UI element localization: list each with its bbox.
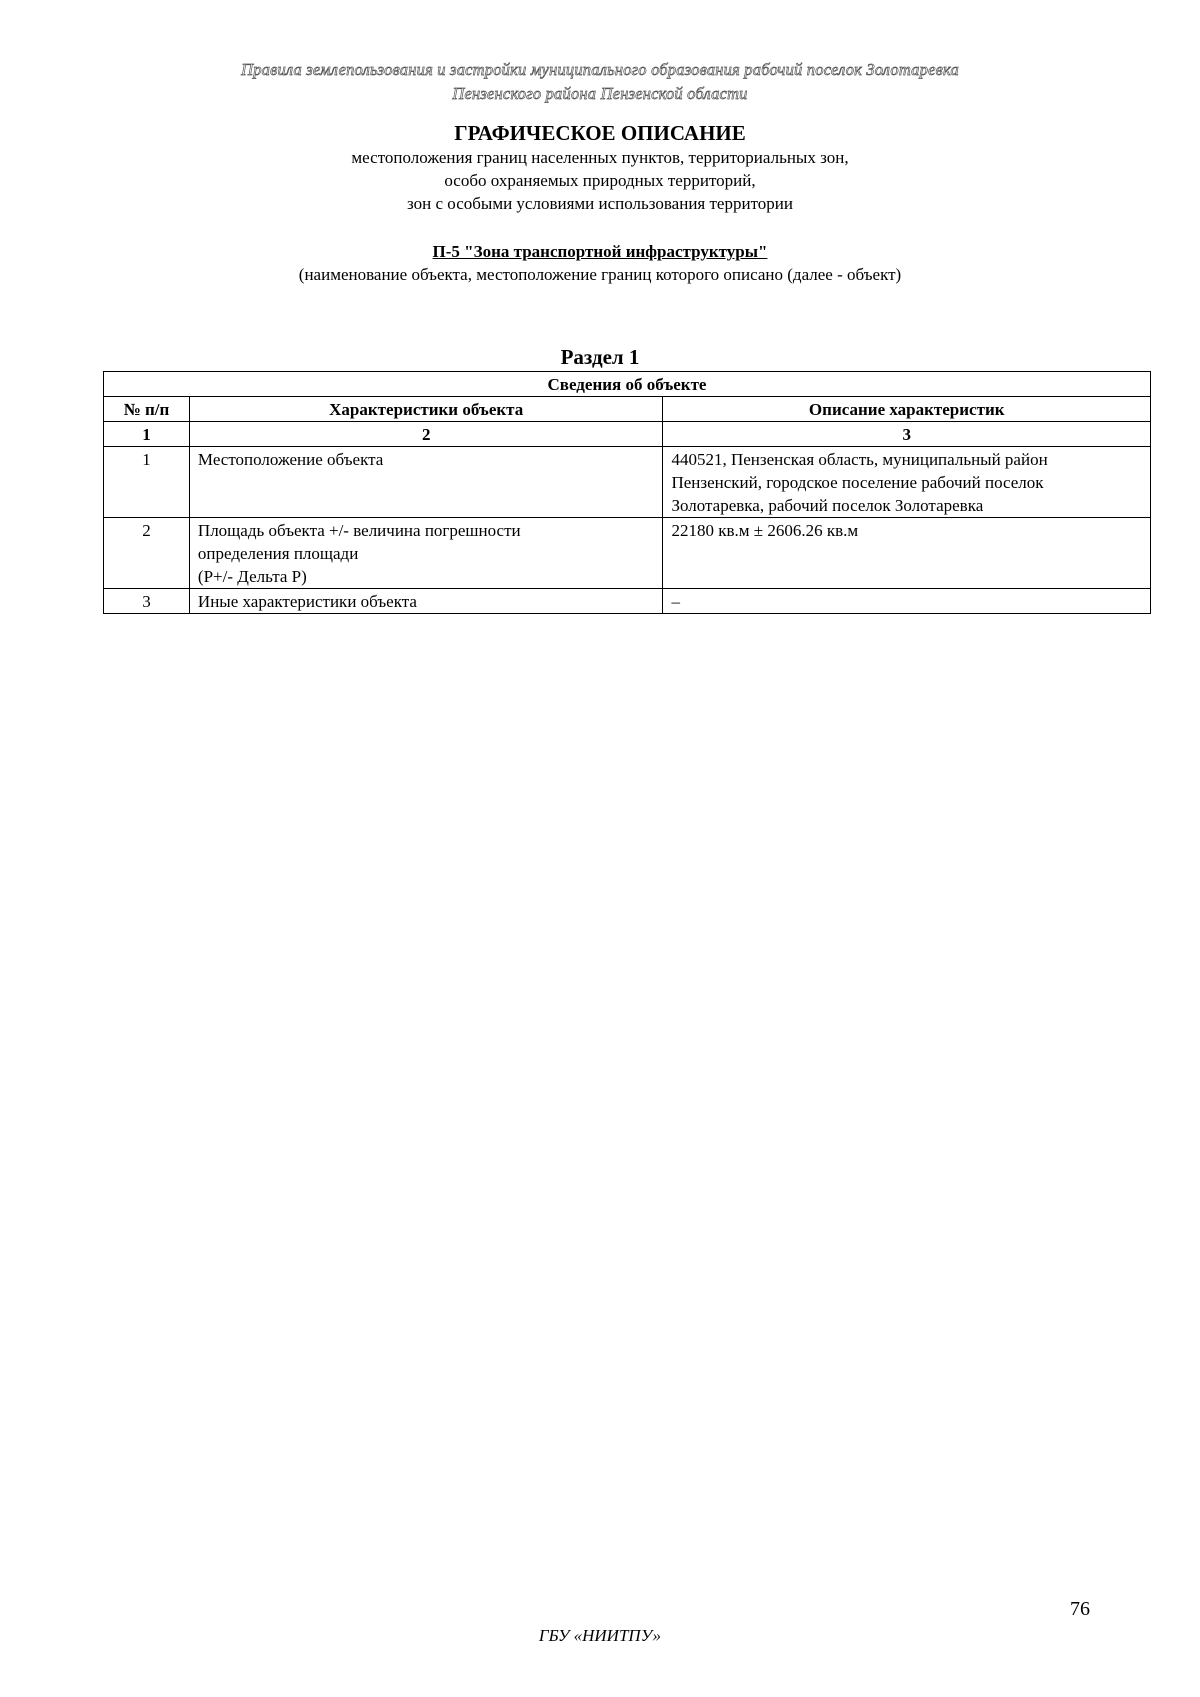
row-description bbox=[663, 589, 1151, 614]
running-header-line-1: Правила землепользования и застройки муниципального образования рабочий поселок Золотаревка bbox=[241, 60, 959, 79]
object-info-table bbox=[103, 371, 1151, 614]
footer-organization: ГБУ «НИИТПУ» bbox=[538, 1626, 662, 1645]
page-number: 76 bbox=[1070, 1598, 1090, 1620]
cell-line: Местоположение объекта bbox=[197, 450, 384, 469]
table-row bbox=[104, 447, 1151, 518]
table-row bbox=[104, 518, 1151, 589]
row-number: 1 bbox=[104, 447, 190, 518]
row-characteristic bbox=[189, 589, 663, 614]
row-characteristic bbox=[189, 447, 663, 518]
document-title: ГРАФИЧЕСКОЕ ОПИСАНИЕ bbox=[454, 121, 746, 145]
row-description bbox=[663, 447, 1151, 518]
cell-line: Золотаревка, рабочий поселок Золотаревка bbox=[671, 496, 984, 515]
object-name bbox=[0, 241, 1200, 263]
cell-line: – bbox=[671, 592, 680, 611]
section-title: Раздел 1 bbox=[560, 345, 640, 369]
table-caption: Сведения об объекте bbox=[104, 372, 1151, 397]
header-description: Описание характеристик bbox=[663, 397, 1151, 422]
subtitle-line-2: особо охраняемых природных территорий, bbox=[444, 171, 756, 190]
cell-line: Иные характеристики объекта bbox=[197, 592, 417, 611]
cell-line: 22180 кв.м ± 2606.26 кв.м bbox=[671, 521, 859, 540]
row-characteristic bbox=[189, 518, 663, 589]
header-characteristic: Характеристики объекта bbox=[189, 397, 663, 422]
object-name-text: П-5 "Зона транспортной инфраструктуры" bbox=[432, 242, 768, 261]
cell-line: Площадь объекта +/- величина погрешности bbox=[197, 521, 521, 540]
table-row bbox=[104, 589, 1151, 614]
row-number: 3 bbox=[104, 589, 190, 614]
column-number-1: 1 bbox=[104, 422, 190, 447]
column-number-row bbox=[104, 422, 1151, 447]
running-header bbox=[0, 58, 1200, 106]
cell-line: Пензенский, городское поселение рабочий поселок bbox=[671, 473, 1044, 492]
header-number: № п/п bbox=[104, 397, 190, 422]
title-block bbox=[0, 120, 1200, 215]
object-caption: (наименование объекта, местоположение границ которого описано (далее - объект) bbox=[298, 265, 902, 284]
cell-line: (Р+/- Дельта Р) bbox=[197, 567, 307, 586]
subtitle-line-1: местоположения границ населенных пунктов, территориальных зон, bbox=[351, 148, 849, 167]
row-number: 2 bbox=[104, 518, 190, 589]
subtitle-line-3: зон с особыми условиями использования территории bbox=[407, 194, 793, 213]
table-caption-row bbox=[104, 372, 1151, 397]
column-number-2: 2 bbox=[189, 422, 663, 447]
row-description bbox=[663, 518, 1151, 589]
running-header-line-2: Пензенского района Пензенской области bbox=[452, 84, 748, 103]
column-number-3: 3 bbox=[663, 422, 1151, 447]
table-header-row bbox=[104, 397, 1151, 422]
cell-line: определения площади bbox=[197, 544, 359, 563]
cell-line: 440521, Пензенская область, муниципальный район bbox=[671, 450, 1048, 469]
